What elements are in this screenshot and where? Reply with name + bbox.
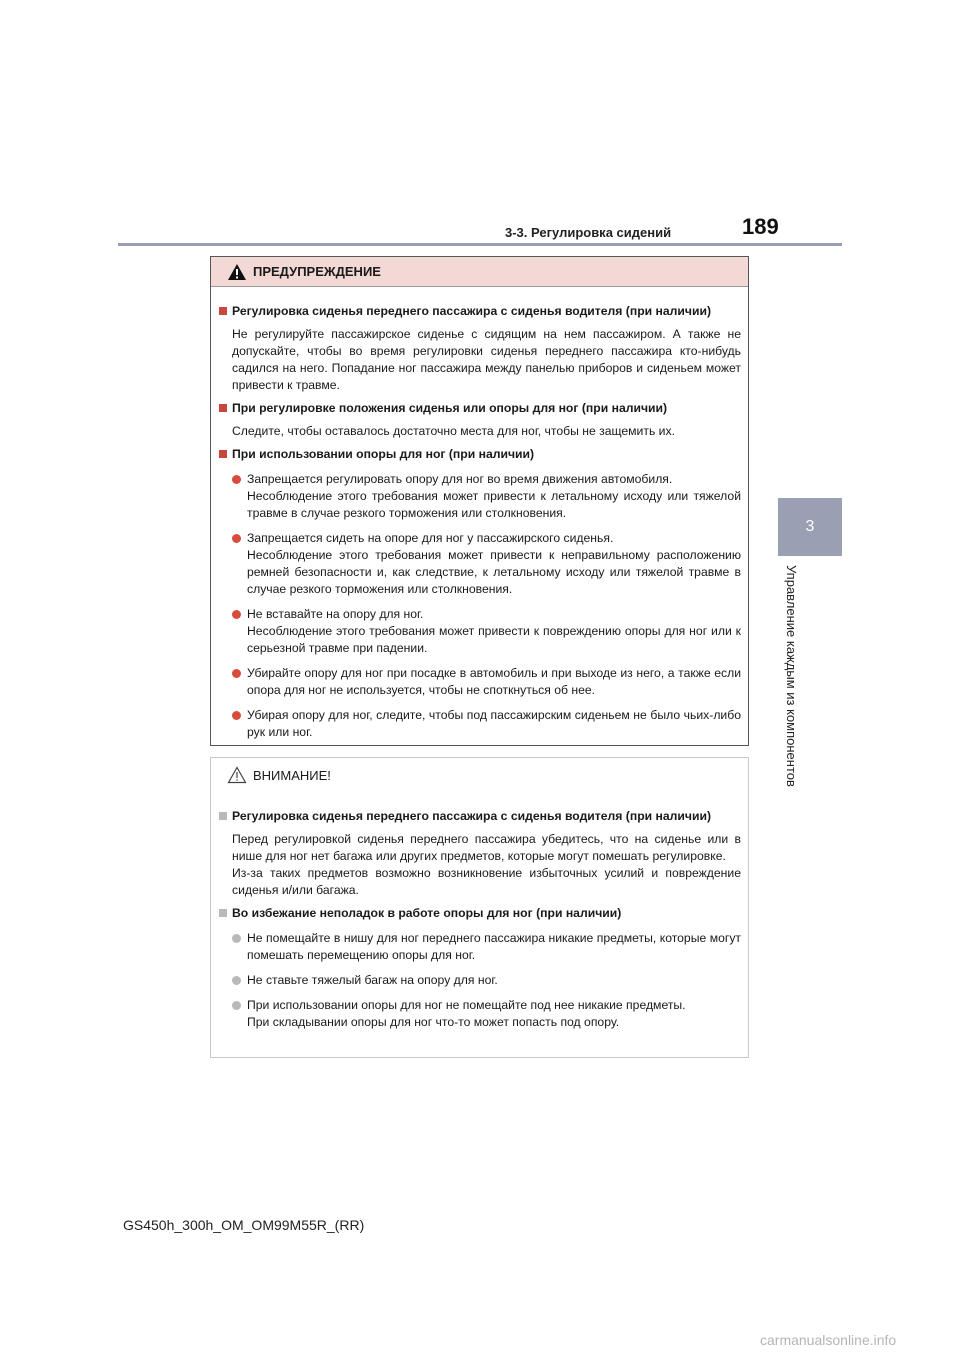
paragraph: Следите, чтобы оставалось достаточно места для ног, чтобы не защемить их. xyxy=(232,424,675,438)
section-heading: Во избежание неполадок в работе опоры для ног (при наличии) xyxy=(219,905,741,922)
square-bullet-icon xyxy=(219,909,227,917)
list-item: При использовании опоры для ног не помещайте под нее никакие предметы. При складывании опоры для ног что-то может попасть под опору. xyxy=(219,997,741,1031)
warning-triangle-filled-icon xyxy=(227,263,247,281)
warning-header xyxy=(211,257,748,287)
list-item: Запрещается сидеть на опоре для ног у пассажирского сиденья. Несоблюдение этого требования может привести к неправильному расположению ремней безопасности и, как следствие, к летальному исходу или тяжелой травме в случае резкого торможения или столкновения. xyxy=(219,530,741,598)
page-number: 189 xyxy=(742,214,779,239)
section-heading: Регулировка сиденья переднего пассажира с сиденья водителя (при наличии) xyxy=(219,303,741,320)
watermark: carmanualsonline.info xyxy=(760,1332,897,1348)
document-code: GS450h_300h_OM_OM99M55R_(RR) xyxy=(123,1217,365,1233)
paragraph: Не регулируйте пассажирское сиденье с сидящим на нем пассажиром. А также не допускайте, чтобы во время регулировки сиденья переднего пассажира кто-нибудь садился на него. Попадание ног пассажира между панелью приборов и сиденьем может привести к травме. xyxy=(232,327,741,392)
round-bullet-icon xyxy=(232,1001,241,1010)
chapter-label: Управление каждым из компонентов xyxy=(784,565,799,787)
chapter-tab: 3 xyxy=(778,498,842,556)
round-bullet-icon xyxy=(232,534,241,543)
header-divider xyxy=(118,243,842,246)
notice-body xyxy=(211,792,748,1031)
list-item: Не вставайте на опору для ног. Несоблюдение этого требования может привести к повреждению опоры для ног или к серьезной травме при падении. xyxy=(219,606,741,657)
notice-title: ВНИМАНИЕ! xyxy=(253,767,331,783)
notice-box xyxy=(210,757,749,1058)
list-item: Не помещайте в нишу для ног переднего пассажира никакие предметы, которые могут помешать перемещению опоры для ног. xyxy=(219,930,741,964)
round-bullet-icon xyxy=(232,610,241,619)
warning-title: ПРЕДУПРЕЖДЕНИЕ xyxy=(253,264,381,279)
warning-box xyxy=(210,256,749,746)
round-bullet-icon xyxy=(232,669,241,678)
paragraph: Перед регулировкой сиденья переднего пассажира убедитесь, что на сиденье или в нише для ног нет багажа или других предметов, которые могут помешать регулировке. Из-за таких предметов возможно возникновение избыточных усилий и повреждение сиденья и/или багажа. xyxy=(232,832,741,897)
section-heading: При регулировке положения сиденья или опоры для ног (при наличии) xyxy=(219,400,741,417)
square-bullet-icon xyxy=(219,404,227,412)
list-item: Запрещается регулировать опору для ног во время движения автомобиля. Несоблюдение этого требования может привести к летальному исходу или тяжелой травме в случае резкого торможения или столкновения. xyxy=(219,471,741,522)
warning-triangle-outline-icon xyxy=(227,766,247,784)
square-bullet-icon xyxy=(219,307,227,315)
list-item: Убирая опору для ног, следите, чтобы под пассажирским сиденьем не было чьих-либо рук или ног. xyxy=(219,707,741,741)
round-bullet-icon xyxy=(232,934,241,943)
section-heading: Регулировка сиденья переднего пассажира с сиденья водителя (при наличии) xyxy=(219,808,741,825)
list-item: Не ставьте тяжелый багаж на опору для ног. xyxy=(219,972,741,989)
warning-body xyxy=(211,287,748,741)
section-heading: При использовании опоры для ног (при наличии) xyxy=(219,446,741,463)
notice-header xyxy=(211,758,748,792)
list-item: Убирайте опору для ног при посадке в автомобиль и при выходе из него, а также если опора для ног не используется, чтобы не споткнуться об нее. xyxy=(219,665,741,699)
square-bullet-icon xyxy=(219,450,227,458)
section-title: 3-3. Регулировка сидений xyxy=(505,225,672,240)
round-bullet-icon xyxy=(232,976,241,985)
round-bullet-icon xyxy=(232,475,241,484)
square-bullet-icon xyxy=(219,812,227,820)
round-bullet-icon xyxy=(232,711,241,720)
